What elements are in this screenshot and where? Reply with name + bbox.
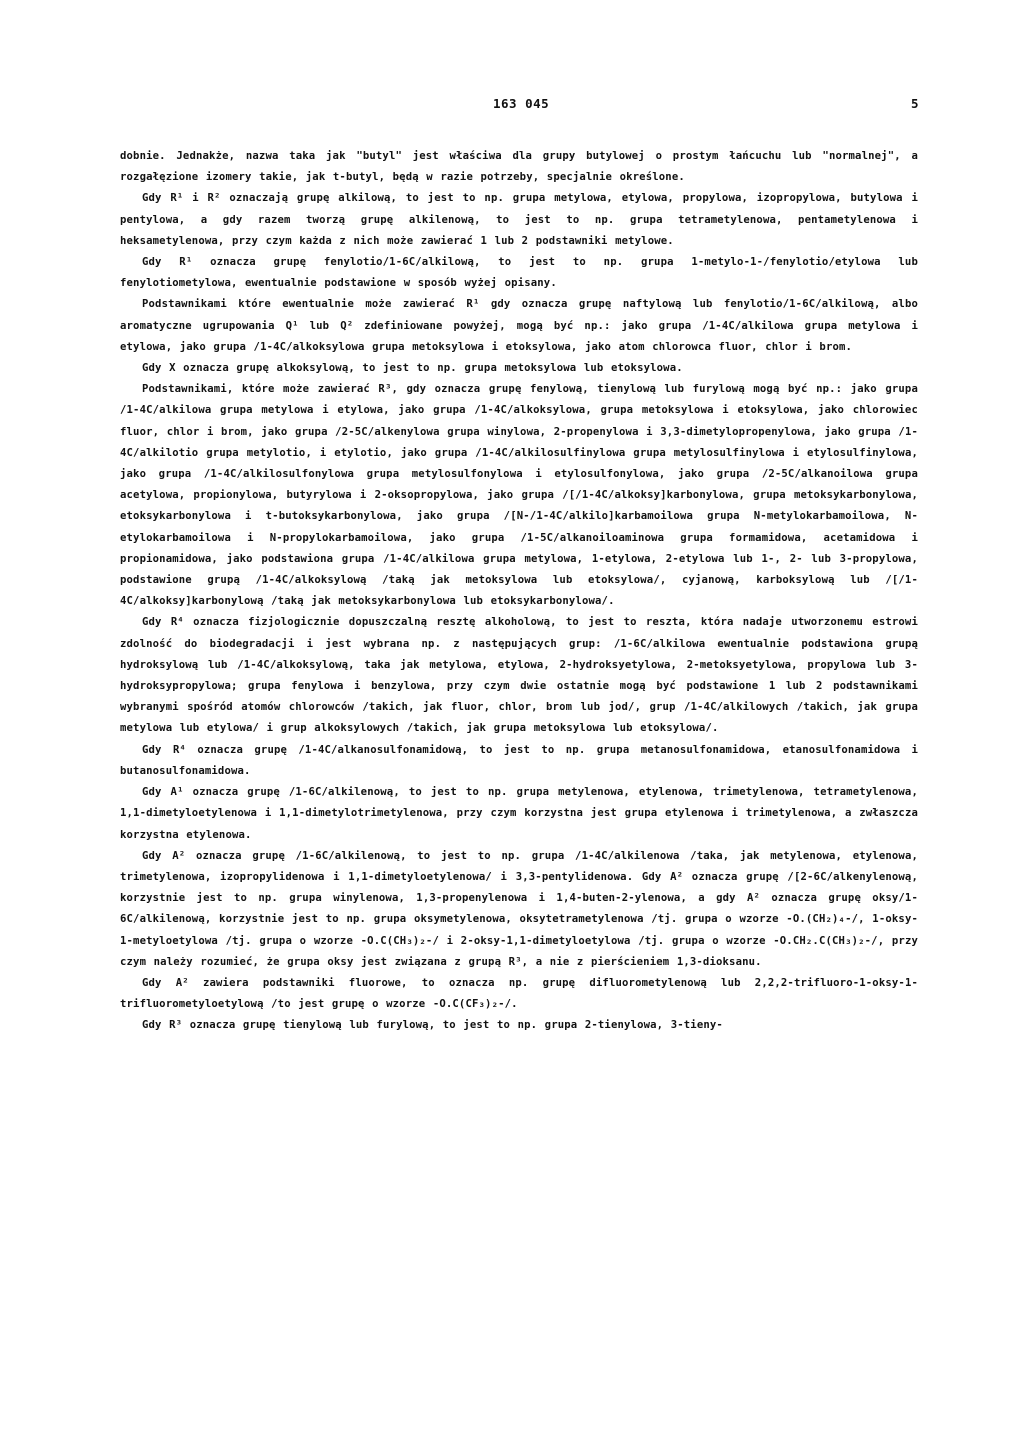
paragraph: Gdy R⁴ oznacza grupę /1-4C/alkanosulfonamidową, to jest to np. grupa metanosulfonamidowa, etanosulfonamidowa i butanosulfonamidowa.	[120, 743, 918, 777]
paragraph: Podstawnikami które ewentualnie może zawierać R¹ gdy oznacza grupę naftylową lub fenylotio/1-6C/alkilową, albo aromatyczne ugrupowania Q¹ lub Q² zdefiniowane powyżej, mogą być np.: jako grupa /1-4C/alkilowa grupa metylowa i etylowa, jako grupa /1-4C/alkoksylowa grupa metoksylowa i etoksylowa, jako atom chlorowca fluor, chlor i brom.	[120, 298, 918, 353]
paragraph: Gdy A² oznacza grupę /1-6C/alkilenową, to jest to np. grupa /1-4C/alkilenowa /taka, jak metylenowa, etylenowa, trimetylenowa, izopropylidenowa i 1,1-dimetyloetylenowa/ i 3,3-pentylidenowa. Gdy A² oznacza grupę /[2-6C/alkenylenową, korzystnie jest to np. grupa winylenowa, 1,3-propenylenowa i 1,4-buten-2-ylenowa, a gdy A² oznacza grupę oksy/1-6C/alkilenową, korzystnie jest to np. grupa oksymetylenowa, oksytetrametylenowa /tj. grupa o wzorze -O.(CH₂)₄-/, 1-oksy-1-metyloetylowa /tj. grupa o wzorze -O.C(CH₃)₂-/ i 2-oksy-1,1-dimetyloetylowa /tj. grupa o wzorze -O.CH₂.C(CH₃)₂-/, przy czym należy rozumieć, że grupa oksy jest związana z grupą R³, a nie z pierścieniem 1,3-dioksanu.	[120, 849, 918, 968]
paragraph: Podstawnikami, które może zawierać R³, gdy oznacza grupę fenylową, tienylową lub furylową mogą być np.: jako grupa /1-4C/alkilowa grupa metylowa i etylowa, jako grupa /1-4C/alkoksylowa, grupa metoksylowa i etoksylowa, jako chlorowiec fluor, chlor i brom, jako grupa /2-5C/alkenylowa grupa winylowa, 2-propenylowa i 3,3-dimetylopropenylowa, jako grupa /1-4C/alkilotio grupa metylotio, i etylotio, jako grupa /1-4C/alkilosulfinylowa grupa metylosulfinylowa i etylosulfinylowa, jako grupa /1-4C/alkilosulfonylowa grupa metylosulfonylowa i etylosulfonylowa, jako grupa /2-5C/alkanoilowa grupa acetylowa, propionylowa, butyrylowa i 2-oksopropylowa, jako grupa /[/1-4C/alkoksy]karbonylowa, grupa metoksykarbonylowa, etoksykarbonylowa i t-butoksykarbonylowa, jako grupa /[N-/1-4C/alkilo]karbamoilowa grupa N-metylokarbamoilowa, N-etylokarbamoilowa i N-propylokarbamoilowa, jako grupa /1-5C/alkanoiloaminowa grupa formamidowa, acetamidowa i propionamidowa, jako podstawiona grupa /1-4C/alkilowa grupa metylowa, 1-etylowa, 2-etylowa lub 1-, 2- lub 3-propylowa, podstawione grupą /1-4C/alkoksylową /taką jak metoksylowa lub etoksylowa/, cyjanową, karboksylową lub /[/1-4C/alkoksy]karbonylową /taką jak metoksykarbonylowa lub etoksykarbonylowa/.	[120, 383, 918, 608]
paragraph: Gdy R⁴ oznacza fizjologicznie dopuszczalną resztę alkoholową, to jest to reszta, która nadaje utworzonemu estrowi zdolność do biodegradacji i jest wybrana np. z następujących grup: /1-6C/alkilowa ewentualnie podstawiona grupą hydroksylową lub /1-4C/alkoksylową, taka jak metylowa, etylowa, 2-hydroksyetylowa, 2-metoksyetylowa, propylowa lub 3-hydroksypropylowa; grupa fenylowa i benzylowa, przy czym dwie ostatnie mogą być podstawione 1 lub 2 podstawnikami wybranymi spośród atomów chlorowców /takich, jak fluor, chlor, brom lub jod/, grup /1-4C/alkilowych /takich, jak grupa metylowa lub etylowa/ i grup alkoksylowych /takich, jak grupa metoksylowa lub etoksylowa/.	[120, 616, 918, 735]
patent-number: 163 045	[493, 96, 550, 111]
paragraph: Gdy R³ oznacza grupę tienylową lub furylową, to jest to np. grupa 2-tienylowa, 3-tieny-	[142, 1019, 723, 1032]
paragraph: Gdy A¹ oznacza grupę /1-6C/alkilenową, to jest to np. grupa metylenowa, etylenowa, trimetylenowa, tetrametylenowa, 1,1-dimetyloetylenowa i 1,1-dimetylotrimetylenowa, przy czym korzystna jest grupa etylenowa i trimetylenowa, a zwłaszcza korzystna etylenowa.	[120, 786, 918, 841]
page-body	[120, 146, 918, 1037]
paragraph: Gdy X oznacza grupę alkoksylową, to jest to np. grupa metoksylowa lub etoksylowa.	[142, 362, 683, 375]
paragraph: dobnie. Jednakże, nazwa taka jak "butyl" jest właściwa dla grupy butylowej o prostym łańcuchu lub "normalnej", a rozgałęzione izomery takie, jak t-butyl, będą w razie potrzeby, specjalnie określone.	[120, 150, 918, 184]
page-number: 5	[911, 96, 920, 111]
paragraph: Gdy R¹ i R² oznaczają grupę alkilową, to jest to np. grupa metylowa, etylowa, propylowa, izopropylowa, butylowa i pentylowa, a gdy razem tworzą grupę alkilenową, to jest to np. grupa tetrametylenowa, pentametylenowa i heksametylenowa, przy czym każda z nich może zawierać 1 lub 2 podstawniki metylowe.	[120, 192, 918, 247]
paragraph: Gdy A² zawiera podstawniki fluorowe, to oznacza np. grupę difluorometylenową lub 2,2,2-trifluoro-1-oksy-1-trifluorometyloetylową /to jest grupę o wzorze -O.C(CF₃)₂-/.	[120, 976, 918, 1011]
paragraph: Gdy R¹ oznacza grupę fenylotio/1-6C/alkilową, to jest to np. grupa 1-metylo-1-/fenylotio/etylowa lub fenylotiometylowa, ewentualnie podstawione w sposób wyżej opisany.	[120, 256, 918, 290]
